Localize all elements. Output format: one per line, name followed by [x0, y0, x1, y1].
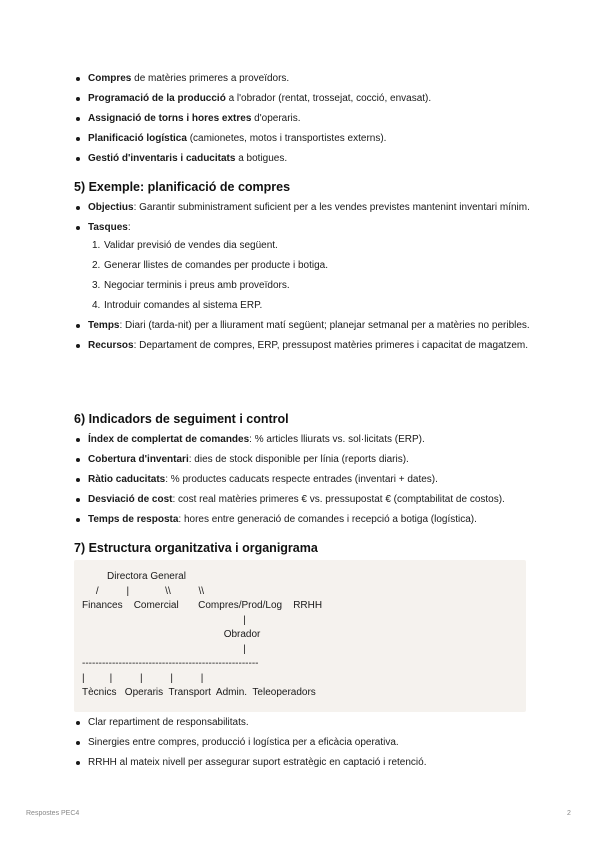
org-chart: [74, 560, 526, 712]
list-item: Assignació de torns i hores extres d'operaris.: [74, 112, 534, 126]
step-item: 3. Negociar terminis i preus amb proveïdors.: [92, 280, 290, 291]
list-item: Cobertura d'inventari: dies de stock disponible per línia (reports diaris).: [74, 453, 534, 467]
list-item: Temps: Diari (tarda-nit) per a lliurament matí següent; planejar setmanal per a matèries no peribles.: [74, 319, 534, 333]
step-item: 2. Generar llistes de comandes per producte i botiga.: [92, 260, 329, 271]
list-item: Desviació de cost: cost real matèries primeres € vs. pressupostat € (comptabilitat de costos).: [74, 493, 534, 507]
list-item: Temps de resposta: hores entre generació de comandes i recepció a botiga (logística).: [74, 513, 534, 527]
list-item: Programació de la producció a l'obrador (rentat, trossejat, cocció, envasat).: [74, 92, 534, 106]
section-5-list: [74, 201, 534, 359]
intro-list: [74, 72, 534, 172]
list-item: Tasques: 1. Validar previsió de vendes dia següent. 2. Generar llistes de comandes per producte i botiga. 3. Negociar terminis i preus amb proveïdors. 4. Introduir comandes al sistema ERP.: [74, 221, 534, 313]
tasques-steps: [88, 239, 534, 313]
section-6-heading: 6) Indicadors de seguiment i control: [74, 412, 289, 426]
list-item: Clar repartiment de responsabilitats.: [74, 716, 534, 730]
list-item: Índex de complertat de comandes: % articles lliurats vs. sol·licitats (ERP).: [74, 433, 534, 447]
list-item: Objectius: Garantir subministrament suficient per a les vendes previstes mantenint inventari mínim.: [74, 201, 534, 215]
list-item: Sinergies entre compres, producció i logística per a eficàcia operativa.: [74, 736, 534, 750]
section-7-heading: 7) Estructura organitzativa i organigrama: [74, 541, 318, 555]
section-6-list: [74, 433, 534, 533]
step-item: 4. Introduir comandes al sistema ERP.: [92, 300, 263, 311]
list-item: RRHH al mateix nivell per assegurar suport estratègic en captació i retenció.: [74, 756, 534, 770]
section-5-heading: 5) Exemple: planificació de compres: [74, 180, 291, 194]
list-item: Planificació logística (camionetes, motos i transportistes externs).: [74, 132, 534, 146]
list-item: Gestió d'inventaris i caducitats a botigues.: [74, 152, 534, 166]
list-item: Compres de matèries primeres a proveïdors.: [74, 72, 534, 86]
footer-title: Respostes PEC4: [26, 810, 80, 817]
list-item: Ràtio caducitats: % productes caducats respecte entrades (inventari + dates).: [74, 473, 534, 487]
section-7-list: [74, 716, 534, 776]
list-item: Recursos: Departament de compres, ERP, pressupost matèries primeres i capacitat de magatzem.: [74, 339, 534, 353]
org-chart-text: Directora General / | \\ \\ Finances Comercial Compres/Prod/Log RRHH | Obrador | ----------------------------------------------------- | | | | | Tècnics Operaris Transport Admin. Teleoperadors: [82, 571, 323, 698]
page-number: 2: [567, 810, 571, 817]
step-item: 1. Validar previsió de vendes dia següent.: [92, 240, 278, 251]
